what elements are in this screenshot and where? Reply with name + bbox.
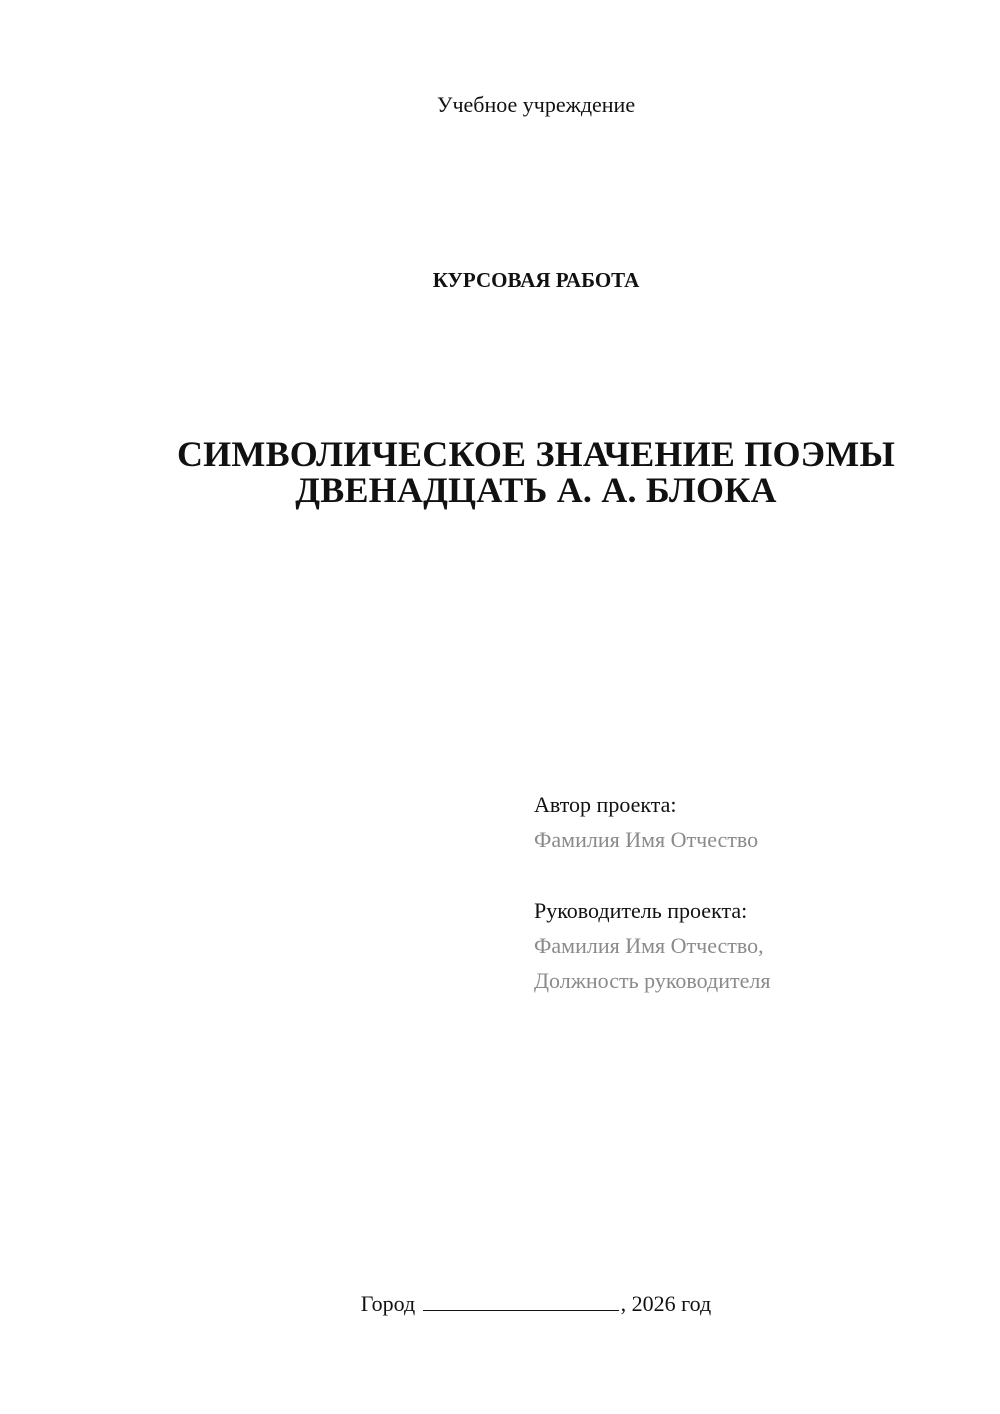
title-line-2: ДВЕНАДЦАТЬ А. А. БЛОКА xyxy=(295,470,777,510)
supervisor-position-placeholder: Должность руководителя xyxy=(534,968,771,993)
footer-city-year xyxy=(0,1290,1000,1317)
author-name-placeholder: Фамилия Имя Отчество xyxy=(534,827,759,852)
city-blank-line xyxy=(423,1290,619,1311)
authors-block xyxy=(534,787,974,998)
authors-spacer xyxy=(534,857,974,893)
supervisor-label: Руководитель проекта: xyxy=(534,898,748,923)
institution-name: Учебное учреждение xyxy=(436,92,636,117)
document-type: КУРСОВАЯ РАБОТА xyxy=(432,268,640,292)
title-line-1: СИМВОЛИЧЕСКОЕ ЗНАЧЕНИЕ ПОЭМЫ xyxy=(176,434,895,474)
year-text: , 2026 год xyxy=(620,1291,712,1316)
author-label: Автор проекта: xyxy=(534,792,677,817)
supervisor-name-placeholder: Фамилия Имя Отчество, xyxy=(534,933,764,958)
city-label: Город xyxy=(360,1291,416,1316)
document-title xyxy=(100,436,972,508)
